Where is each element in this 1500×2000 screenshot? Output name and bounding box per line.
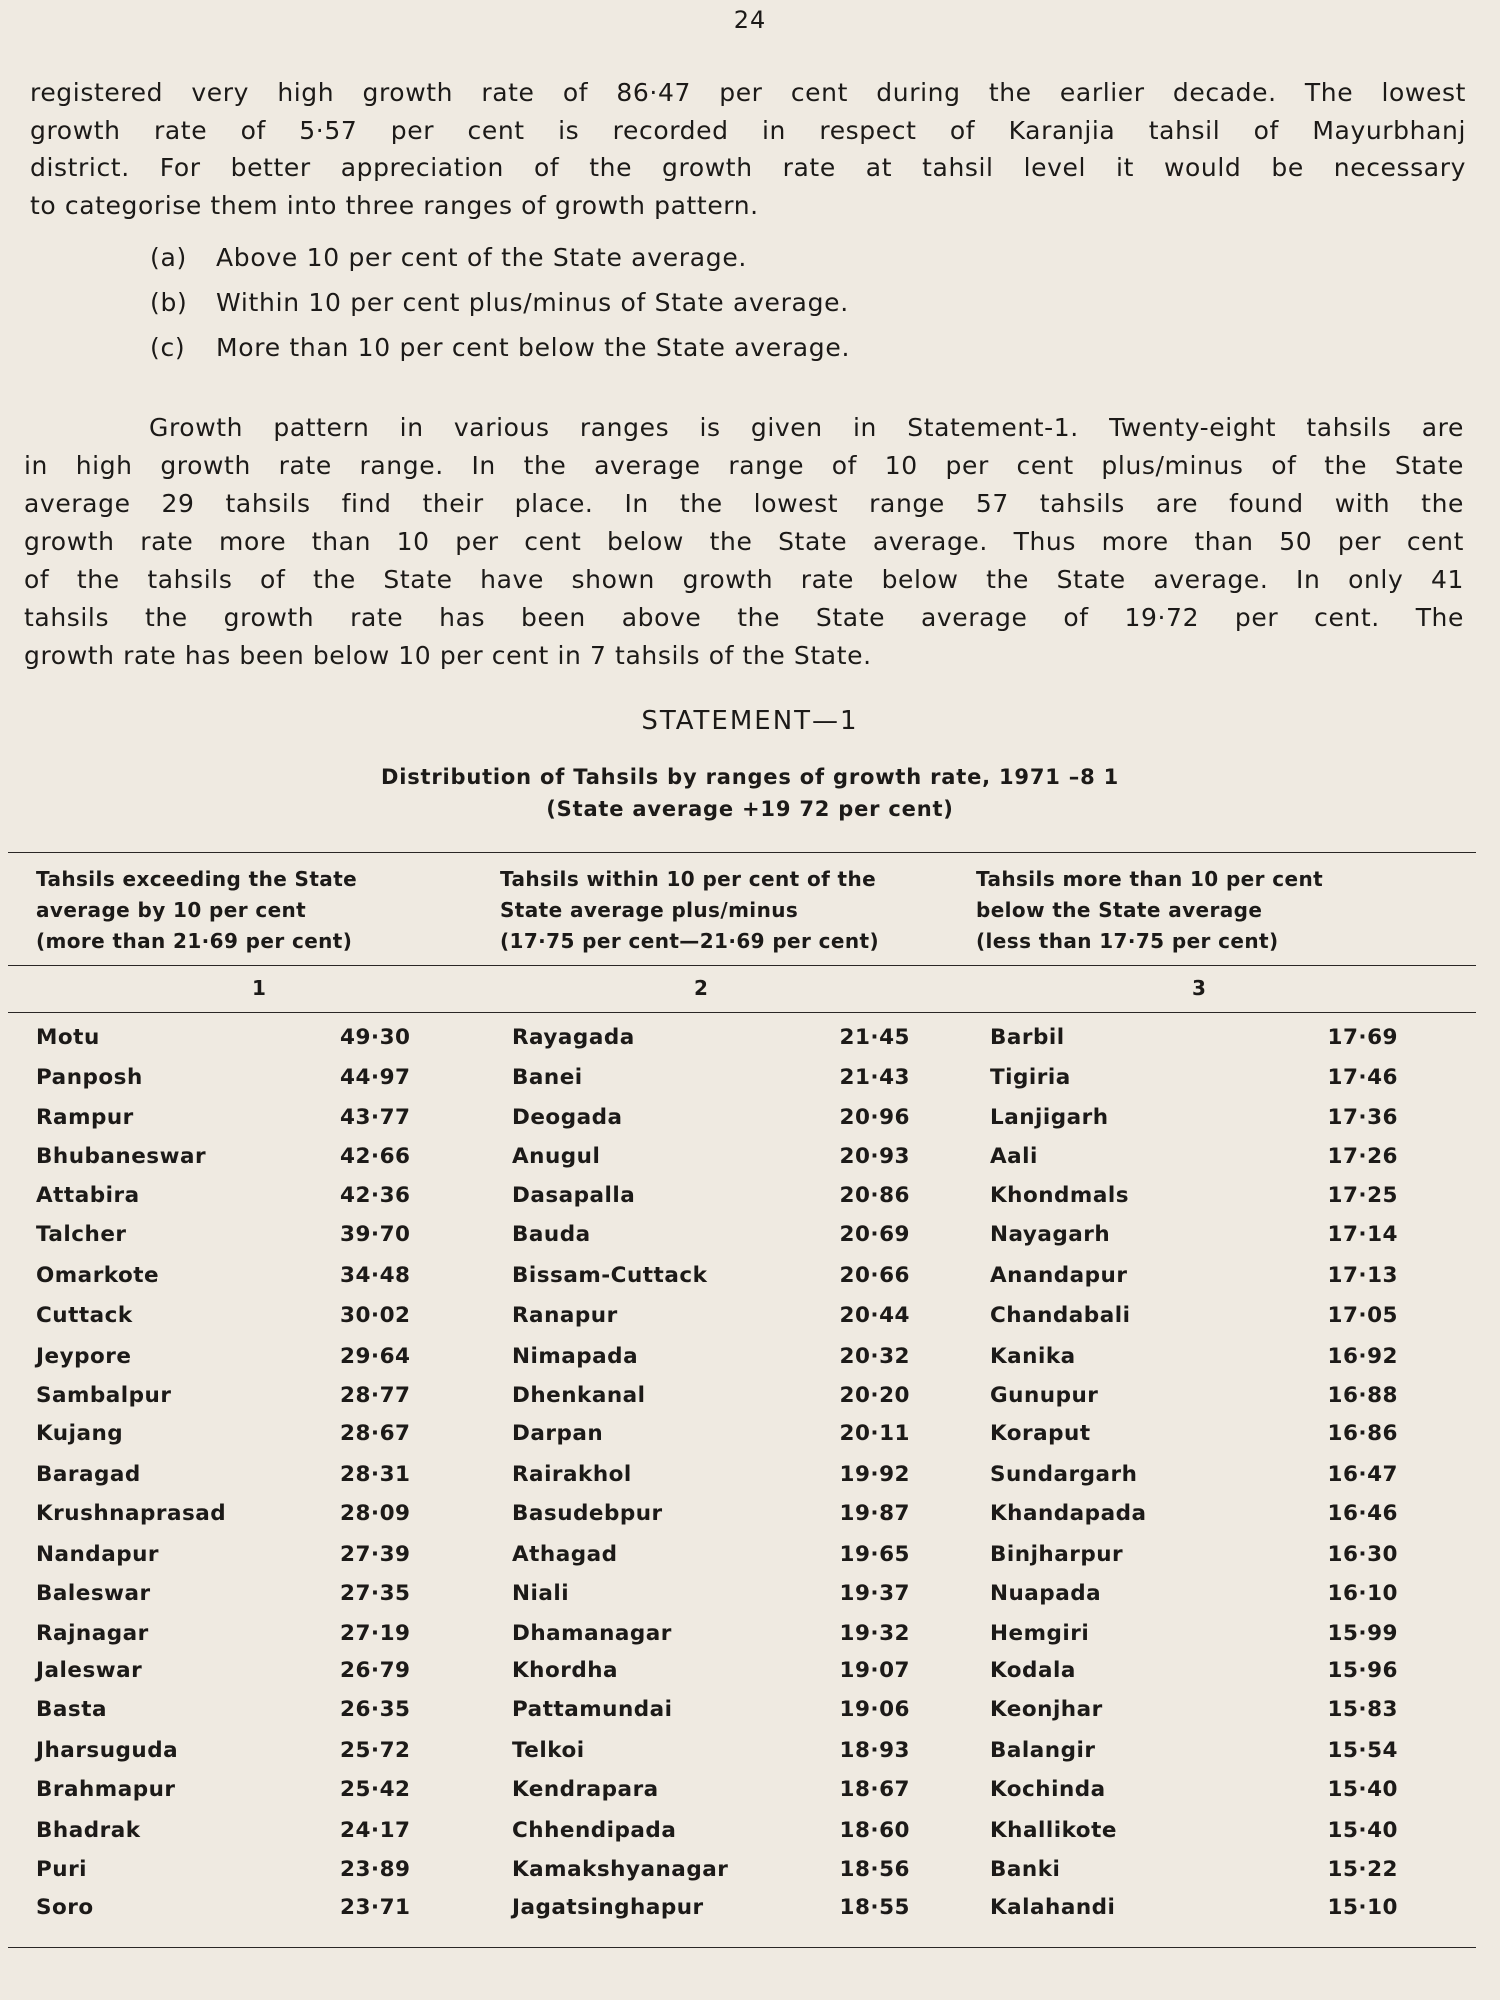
table-row (0, 1895, 1500, 1935)
growth-rate-col2: 20·96 (839, 1105, 910, 1130)
table-row (0, 1658, 1500, 1698)
table-row (0, 1581, 1500, 1621)
header-line: (less than 17·75 per cent) (976, 929, 1279, 953)
table-row (0, 1105, 1500, 1145)
tahsil-name-col1: Nandapur (36, 1542, 160, 1567)
tahsil-name-col1: Rampur (36, 1105, 134, 1130)
tahsil-name-col3: Kalahandi (990, 1895, 1116, 1920)
growth-rate-col1: 28·77 (340, 1383, 411, 1408)
growth-rate-col3: 17·25 (1327, 1183, 1398, 1208)
growth-rate-col3: 16·30 (1327, 1542, 1398, 1567)
growth-rate-col1: 30·02 (340, 1303, 411, 1328)
growth-rate-col1: 44·97 (340, 1065, 411, 1090)
growth-rate-col1: 26·79 (340, 1658, 411, 1683)
tahsil-name-col2: Rairakhol (512, 1462, 632, 1487)
tahsil-name-col3: Anandapur (990, 1263, 1128, 1288)
growth-rate-col3: 15·10 (1327, 1895, 1398, 1920)
growth-rate-col3: 15·40 (1327, 1777, 1398, 1802)
tahsil-name-col1: Soro (36, 1895, 94, 1920)
growth-rate-col2: 19·92 (839, 1462, 910, 1487)
growth-rate-col2: 19·32 (839, 1621, 910, 1646)
tahsil-name-col3: Koraput (990, 1421, 1091, 1446)
growth-rate-col3: 17·13 (1327, 1263, 1398, 1288)
table-bottom-rule (8, 1947, 1476, 1948)
tahsil-name-col3: Nayagarh (990, 1222, 1111, 1247)
tahsil-name-col1: Puri (36, 1857, 88, 1882)
header-line: (17·75 per cent—21·69 per cent) (500, 929, 879, 953)
column-number-3: 3 (1192, 976, 1206, 1000)
growth-rate-col2: 21·45 (839, 1025, 910, 1050)
tahsil-name-col2: Kamakshyanagar (512, 1857, 729, 1882)
table-row (0, 1818, 1500, 1858)
tahsil-name-col3: Banki (990, 1857, 1061, 1882)
intro-paragraph (30, 74, 1466, 224)
statement-subtitle: Distribution of Tahsils by ranges of growth rate, 1971 –8 1 (380, 765, 1120, 789)
growth-rate-col3: 16·88 (1327, 1383, 1398, 1408)
tahsil-name-col2: Dasapalla (512, 1183, 636, 1208)
category-text: Within 10 per cent plus/minus of State average. (216, 288, 849, 317)
paragraph-line: registered very high growth rate of 86·47 per cent during the earlier decade. The lowest (30, 78, 1466, 107)
tahsil-name-col3: Balangir (990, 1738, 1096, 1763)
paragraph-line: to categorise them into three ranges of growth pattern. (30, 190, 759, 220)
tahsil-name-col1: Bhadrak (36, 1818, 141, 1843)
table-row (0, 1697, 1500, 1737)
tahsil-name-col1: Kujang (36, 1421, 124, 1446)
header-line: (more than 21·69 per cent) (36, 929, 353, 953)
table-top-rule (8, 852, 1476, 853)
growth-rate-col3: 15·96 (1327, 1658, 1398, 1683)
growth-rate-col1: 27·39 (340, 1542, 411, 1567)
tahsil-name-col1: Omarkote (36, 1263, 160, 1288)
column-number-2: 2 (694, 976, 708, 1000)
paragraph-line: growth rate of 5·57 per cent is recorded in respect of Karanjia tahsil of Mayurbhanj (30, 115, 1466, 145)
table-row (0, 1501, 1500, 1541)
growth-rate-col3: 15·40 (1327, 1818, 1398, 1843)
category-label: (a) (150, 243, 187, 272)
tahsil-name-col1: Jharsuguda (36, 1738, 179, 1763)
growth-rate-col3: 17·36 (1327, 1105, 1398, 1130)
growth-rate-col1: 24·17 (340, 1818, 411, 1843)
header-line: Tahsils more than 10 per cent (976, 867, 1324, 891)
header-rule (8, 965, 1476, 966)
tahsil-name-col1: Brahmapur (36, 1777, 176, 1802)
tahsil-name-col1: Cuttack (36, 1303, 133, 1328)
tahsil-name-col1: Rajnagar (36, 1621, 149, 1646)
growth-rate-col1: 42·66 (340, 1144, 411, 1169)
tahsil-name-col1: Talcher (36, 1222, 127, 1247)
tahsil-name-col2: Chhendipada (512, 1818, 677, 1843)
growth-rate-col3: 17·26 (1327, 1144, 1398, 1169)
tahsil-name-col3: Hemgiri (990, 1621, 1090, 1646)
category-text: Above 10 per cent of the State average. (216, 243, 748, 272)
category-label: (c) (150, 333, 186, 362)
growth-rate-col1: 29·64 (340, 1344, 411, 1369)
growth-rate-col2: 20·44 (839, 1303, 910, 1328)
tahsil-name-col1: Attabira (36, 1183, 140, 1208)
category-label: (b) (150, 288, 188, 317)
column-number-rule (8, 1012, 1476, 1013)
table-row (0, 1621, 1500, 1661)
growth-rate-col2: 20·11 (839, 1421, 910, 1446)
growth-rate-col2: 20·66 (839, 1263, 910, 1288)
growth-rate-col1: 28·09 (340, 1501, 411, 1526)
growth-rate-col2: 18·93 (839, 1738, 910, 1763)
paragraph-line: Growth pattern in various ranges is given in Statement-1. Twenty-eight tahsils are (149, 413, 1464, 442)
growth-rate-col3: 17·05 (1327, 1303, 1398, 1328)
tahsil-name-col3: Kodala (990, 1658, 1076, 1683)
paragraph-line: growth rate has been below 10 per cent in 7 tahsils of the State. (24, 641, 872, 670)
table-row (0, 1383, 1500, 1423)
paragraph-line: growth rate more than 10 per cent below the State average. Thus more than 50 per cent (24, 527, 1464, 556)
growth-rate-col1: 27·35 (340, 1581, 411, 1606)
tahsil-name-col1: Sambalpur (36, 1383, 172, 1408)
tahsil-name-col2: Ranapur (512, 1303, 618, 1328)
growth-rate-col3: 17·46 (1327, 1065, 1398, 1090)
growth-rate-col2: 20·69 (839, 1222, 910, 1247)
tahsil-name-col3: Keonjhar (990, 1697, 1103, 1722)
growth-rate-col2: 19·06 (839, 1697, 910, 1722)
tahsil-name-col3: Khondmals (990, 1183, 1130, 1208)
table-row (0, 1303, 1500, 1343)
tahsil-name-col2: Deogada (512, 1105, 623, 1130)
growth-rate-col3: 16·10 (1327, 1581, 1398, 1606)
growth-rate-col2: 18·60 (839, 1818, 910, 1843)
tahsil-name-col2: Basudebpur (512, 1501, 663, 1526)
growth-rate-col1: 39·70 (340, 1222, 411, 1247)
tahsil-name-col1: Krushnaprasad (36, 1501, 227, 1526)
tahsil-name-col2: Nimapada (512, 1344, 639, 1369)
tahsil-name-col3: Lanjigarh (990, 1105, 1109, 1130)
paragraph-line: of the tahsils of the State have shown growth rate below the State average. In only 41 (24, 565, 1464, 594)
growth-rate-col1: 23·71 (340, 1895, 411, 1920)
tahsil-name-col2: Rayagada (512, 1025, 635, 1050)
growth-rate-col2: 19·37 (839, 1581, 910, 1606)
growth-rate-col2: 18·56 (839, 1857, 910, 1882)
tahsil-name-col1: Jaleswar (36, 1658, 143, 1683)
page-number: 24 (733, 6, 767, 34)
tahsil-name-col2: Dhenkanal (512, 1383, 646, 1408)
table-row (0, 1065, 1500, 1105)
paragraph-line: district. For better appreciation of the growth rate at tahsil level it would be necessary (30, 153, 1466, 183)
growth-rate-col2: 20·86 (839, 1183, 910, 1208)
tahsil-name-col2: Kendrapara (512, 1777, 659, 1802)
column-header-1 (36, 864, 357, 957)
tahsil-name-col3: Kochinda (990, 1777, 1106, 1802)
growth-rate-col2: 19·65 (839, 1542, 910, 1567)
growth-rate-col2: 20·32 (839, 1344, 910, 1369)
table-row (0, 1421, 1500, 1461)
category-item-c (150, 333, 850, 362)
tahsil-name-col1: Baragad (36, 1462, 141, 1487)
growth-rate-col1: 23·89 (340, 1857, 411, 1882)
growth-rate-col1: 49·30 (340, 1025, 411, 1050)
tahsil-name-col3: Nuapada (990, 1581, 1102, 1606)
column-number-1: 1 (252, 976, 266, 1000)
table-row (0, 1857, 1500, 1897)
table-row (0, 1263, 1500, 1303)
tahsil-name-col2: Dhamanagar (512, 1621, 672, 1646)
table-row (0, 1344, 1500, 1384)
growth-rate-col3: 16·92 (1327, 1344, 1398, 1369)
column-header-2 (500, 864, 879, 957)
growth-rate-col2: 18·67 (839, 1777, 910, 1802)
tahsil-name-col1: Basta (36, 1697, 107, 1722)
tahsil-name-col2: Banei (512, 1065, 583, 1090)
table-row (0, 1183, 1500, 1223)
tahsil-name-col2: Pattamundai (512, 1697, 673, 1722)
table-row (0, 1542, 1500, 1582)
tahsil-name-col3: Tigiria (990, 1065, 1071, 1090)
table-row (0, 1738, 1500, 1778)
table-row (0, 1025, 1500, 1065)
tahsil-name-col1: Panposh (36, 1065, 143, 1090)
tahsil-name-col1: Motu (36, 1025, 100, 1050)
growth-rate-col1: 43·77 (340, 1105, 411, 1130)
growth-rate-col2: 20·20 (839, 1383, 910, 1408)
tahsil-name-col3: Kanika (990, 1344, 1076, 1369)
growth-rate-col3: 15·22 (1327, 1857, 1398, 1882)
growth-rate-col3: 16·86 (1327, 1421, 1398, 1446)
growth-rate-col1: 28·67 (340, 1421, 411, 1446)
tahsil-name-col2: Bauda (512, 1222, 591, 1247)
statement-state-average: (State average +19 72 per cent) (546, 797, 954, 821)
tahsil-name-col2: Khordha (512, 1658, 619, 1683)
growth-rate-col1: 26·35 (340, 1697, 411, 1722)
growth-rate-col1: 28·31 (340, 1462, 411, 1487)
tahsil-name-col3: Sundargarh (990, 1462, 1138, 1487)
growth-rate-col3: 17·69 (1327, 1025, 1398, 1050)
tahsil-name-col2: Niali (512, 1581, 570, 1606)
category-item-b (150, 288, 849, 317)
tahsil-name-col2: Athagad (512, 1542, 618, 1567)
tahsil-name-col2: Jagatsinghapur (512, 1895, 704, 1920)
tahsil-name-col3: Chandabali (990, 1303, 1131, 1328)
growth-rate-col3: 15·83 (1327, 1697, 1398, 1722)
tahsil-name-col3: Aali (990, 1144, 1038, 1169)
growth-rate-col1: 25·72 (340, 1738, 411, 1763)
tahsil-name-col2: Telkoi (512, 1738, 585, 1763)
growth-rate-col1: 27·19 (340, 1621, 411, 1646)
paragraph-line: in high growth rate range. In the average range of 10 per cent plus/minus of the State (24, 451, 1464, 480)
table-row (0, 1222, 1500, 1262)
growth-rate-col2: 21·43 (839, 1065, 910, 1090)
growth-rate-col3: 16·46 (1327, 1501, 1398, 1526)
growth-rate-col3: 15·99 (1327, 1621, 1398, 1646)
growth-rate-col2: 19·07 (839, 1658, 910, 1683)
tahsil-name-col2: Anugul (512, 1144, 601, 1169)
growth-rate-col3: 17·14 (1327, 1222, 1398, 1247)
tahsil-name-col1: Baleswar (36, 1581, 151, 1606)
tahsil-name-col1: Bhubaneswar (36, 1144, 207, 1169)
header-line: Tahsils exceeding the State (36, 867, 358, 891)
tahsil-name-col1: Jeypore (36, 1344, 132, 1369)
tahsil-name-col3: Khallikote (990, 1818, 1117, 1843)
growth-rate-col2: 20·93 (839, 1144, 910, 1169)
growth-rate-col1: 34·48 (340, 1263, 411, 1288)
growth-rate-col1: 42·36 (340, 1183, 411, 1208)
table-row (0, 1777, 1500, 1817)
header-line: Tahsils within 10 per cent of the (500, 867, 877, 891)
tahsil-name-col3: Barbil (990, 1025, 1065, 1050)
column-header-3 (976, 864, 1323, 957)
growth-rate-col1: 25·42 (340, 1777, 411, 1802)
header-line: average by 10 per cent (36, 898, 307, 922)
header-line: State average plus/minus (500, 898, 799, 922)
growth-rate-col2: 18·55 (839, 1895, 910, 1920)
tahsil-name-col2: Bissam-Cuttack (512, 1263, 708, 1288)
tahsil-name-col2: Darpan (512, 1421, 604, 1446)
growth-pattern-paragraph (24, 409, 1464, 675)
paragraph-line: average 29 tahsils find their place. In the lowest range 57 tahsils are found with the (24, 489, 1464, 518)
category-text: More than 10 per cent below the State average. (216, 333, 851, 362)
growth-rate-col3: 16·47 (1327, 1462, 1398, 1487)
tahsil-name-col3: Binjharpur (990, 1542, 1124, 1567)
table-row (0, 1144, 1500, 1184)
header-line: below the State average (976, 898, 1263, 922)
growth-rate-col2: 19·87 (839, 1501, 910, 1526)
statement-title: STATEMENT—1 (641, 706, 859, 736)
category-item-a (150, 243, 747, 272)
tahsil-name-col3: Khandapada (990, 1501, 1147, 1526)
growth-rate-col3: 15·54 (1327, 1738, 1398, 1763)
tahsil-name-col3: Gunupur (990, 1383, 1099, 1408)
table-row (0, 1462, 1500, 1502)
paragraph-line: tahsils the growth rate has been above the State average of 19·72 per cent. The (24, 603, 1464, 632)
